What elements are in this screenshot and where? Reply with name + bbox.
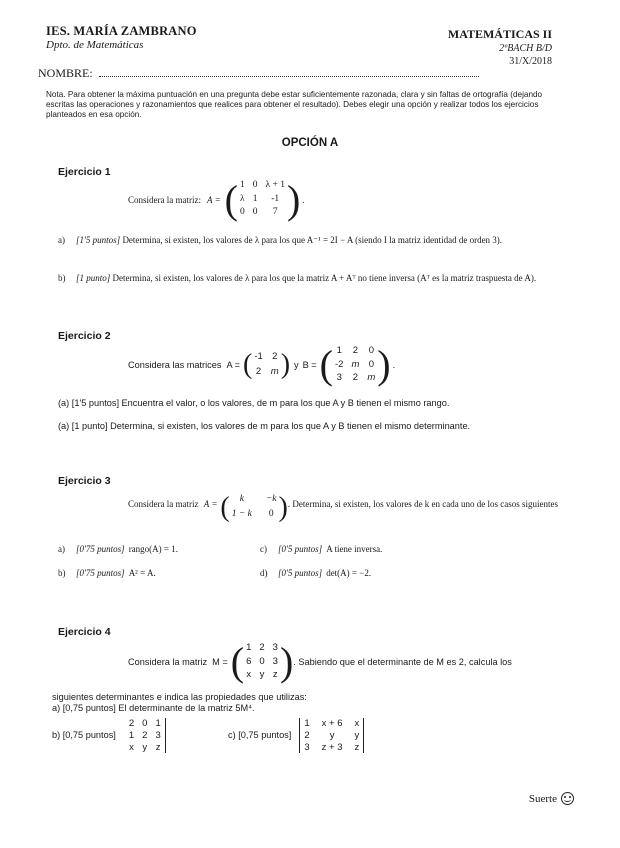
ex3-c-label: c) <box>260 544 267 554</box>
ex3-cell: 0 <box>268 508 274 519</box>
ex3-a-label: a) <box>58 544 65 554</box>
ex2-a-cell: 2 <box>255 365 262 377</box>
ex4-b-cell: 3 <box>155 730 161 741</box>
ex3-intro: Considera la matriz <box>128 499 199 509</box>
ex3-cell: k <box>239 494 244 504</box>
subject-title: MATEMÁTICAS II <box>447 27 552 41</box>
ex4-cell: x <box>246 669 252 681</box>
ex4-intro-after: . Sabiendo que el determinante de M es 2, calcula los <box>293 656 512 667</box>
ex1-intro: Considera la matriz: <box>128 194 201 205</box>
ex3-c-points: [0'5 puntos] <box>278 544 323 554</box>
ex3-item-c <box>260 544 382 555</box>
ex2-b-cell: m <box>351 358 360 370</box>
ex3-item-a <box>58 544 178 555</box>
ex4-b-cell: z <box>155 742 161 753</box>
ex2-a-name: A = <box>226 359 240 370</box>
good-luck <box>529 792 574 805</box>
ex3-cell: −k <box>265 494 277 504</box>
exam-date: 31/X/2018 <box>509 56 552 67</box>
ex1-cell: λ <box>240 193 245 204</box>
ex3-a-text: rango(A) = 1. <box>128 544 178 554</box>
ex4-b-cell: 0 <box>142 718 148 729</box>
ex4-item-a: a) [0,75 puntos] El determinante de la matriz 5M⁴. <box>52 703 255 713</box>
ex4-b-cell: 2 <box>142 730 148 741</box>
ex2-a-cell: 2 <box>272 351 278 362</box>
ex4-c-cell: y <box>329 730 335 741</box>
ex3-b-points: [0'75 puntos] <box>76 568 125 578</box>
ex3-item-b <box>58 568 156 579</box>
ex4-title: Ejercicio 4 <box>58 626 111 638</box>
ex1-matrix: ( 1 0 λ + 1 λ 1 -1 0 0 7 ) <box>224 177 301 222</box>
ex3-d-label: d) <box>260 568 268 578</box>
ex4-c-cell: x <box>354 718 360 729</box>
ex2-matrix-b: ( 1 2 0 -2 m 0 3 2 m ) <box>319 342 391 387</box>
smiley-icon <box>561 792 574 805</box>
ex1-b-label: b) <box>58 273 66 283</box>
ex4-c-cell: z <box>354 742 360 753</box>
ex1-cell: 1 <box>252 193 258 204</box>
ex2-item-b: (a) [1 punto] Determina, si existen, los valores de m para los que A y B tienen el mismo determinante. <box>58 421 471 431</box>
ex3-title: Ejercicio 3 <box>58 475 111 487</box>
ex2-b-name: B = <box>302 359 317 370</box>
ex4-b-cell: 1 <box>155 718 161 729</box>
ex1-b-text: Determina, si existen, los valores de λ para los que la matriz A + Aᵀ no tiene inversa (Aᵀ es la matriz traspuesta de A). <box>112 273 537 283</box>
name-row <box>38 66 479 81</box>
ex4-cell: 3 <box>272 642 278 653</box>
ex4-b-cell: 1 <box>128 730 135 741</box>
ex4-cell: y <box>259 669 265 681</box>
ex3-c-text: A tiene inversa. <box>326 544 383 554</box>
ex4-cell: z <box>272 669 278 681</box>
ex3-intro-after: . Determina, si existen, los valores de k en cada uno de los casos siguientes <box>287 499 559 509</box>
ex4-cell: 1 <box>246 642 252 653</box>
ex3-d-text: det(A) = −2. <box>326 568 372 578</box>
ex4-c-cell: z + 3 <box>321 742 343 753</box>
ex4-item-c <box>228 718 366 753</box>
ex3-a-points: [0'75 puntos] <box>76 544 125 554</box>
name-blank-line <box>99 67 479 77</box>
ex1-item-b <box>58 273 568 284</box>
ex4-b-cell: x <box>129 742 134 753</box>
ex2-item-a: (a) [1'5 puntos] Encuentra el valor, o los valores, de m para los que A y B tienen el mismo rango. <box>58 398 450 408</box>
ex2-conj: y <box>294 359 299 370</box>
ex4-cell: 6 <box>246 655 252 667</box>
ex1-a-label: a) <box>58 235 65 245</box>
ex4-b-label: b) [0,75 puntos] <box>52 730 116 740</box>
ex2-matrix-a: ( -1 2 2 m ) <box>243 349 291 380</box>
ex2-a-cell: -1 <box>254 351 263 362</box>
ex2-b-cell: m <box>367 372 376 384</box>
ex1-cell: 0 <box>252 180 258 190</box>
ex4-matrix-name: M = <box>212 656 228 667</box>
ex4-c-cell: 3 <box>304 742 310 753</box>
ex4-cell: 3 <box>272 655 278 667</box>
ex3-matrix: ( k −k 1 − k 0 ) <box>220 492 288 523</box>
ex4-matrix: ( 1 2 3 6 0 3 x y z ) <box>230 639 294 684</box>
ex2-statement: Considera las matrices A = ( -1 2 2 m ) y B = ( 1 2 0 -2 m 0 3 2 m ) . <box>128 342 396 387</box>
ex4-c-cell: 2 <box>304 730 310 741</box>
option-title: OPCIÓN A <box>281 137 339 149</box>
ex3-d-points: [0'5 puntos] <box>278 568 323 578</box>
department-name: Dpto. de Matemáticas <box>46 39 144 51</box>
ex4-intro: Considera la matriz <box>128 656 208 667</box>
ex1-item-a <box>58 235 568 246</box>
ex1-matrix-name: A = <box>206 194 221 205</box>
ex2-b-cell: 3 <box>336 372 342 384</box>
ex4-c-cell: y <box>354 730 360 741</box>
ex3-cell: 1 − k <box>231 508 252 519</box>
ex1-cell: 0 <box>239 207 245 218</box>
school-name: IES. MARÍA ZAMBRANO <box>46 24 197 38</box>
ex1-cell: 1 <box>239 180 245 190</box>
ex1-cell: 7 <box>272 207 278 218</box>
ex1-title: Ejercicio 1 <box>58 166 111 178</box>
ex2-b-cell: 2 <box>352 372 359 384</box>
ex4-c-label: c) [0,75 puntos] <box>228 730 292 740</box>
good-luck-text: Suerte <box>528 792 557 805</box>
ex3-item-d <box>260 568 371 579</box>
ex4-item-b <box>52 718 168 753</box>
ex4-cell: 2 <box>259 642 265 653</box>
ex4-c-cell: 1 <box>304 718 310 729</box>
ex1-statement: Considera la matriz: A = ( 1 0 λ + 1 λ 1 -1 0 0 7 ) . <box>128 177 305 222</box>
ex1-a-text: Determina, si existen, los valores de λ para los que A⁻¹ = 2I − A (siendo I la matriz identidad de orden 3). <box>122 235 503 245</box>
ex4-cell: 0 <box>259 655 265 667</box>
ex3-b-text: A² = A. <box>128 568 156 578</box>
ex2-a-cell: m <box>270 365 279 377</box>
ex1-cell: 0 <box>252 207 258 218</box>
ex4-c-determinant <box>297 718 366 753</box>
ex4-line2: siguientes determinantes e indica las propiedades que utilizas: <box>52 692 307 702</box>
ex3-b-label: b) <box>58 568 66 578</box>
ex1-cell: -1 <box>271 193 280 204</box>
exam-note: Nota. Para obtener la máxima puntuación en una pregunta debe estar suficientemente razonada, clara y sin faltas de ortografía (dejando escritas las operaciones y razonamientos que realices para obtener el resultado). Debes elegir una opción y realizar todos los ejercicios planteados en esa opción. <box>46 90 543 119</box>
ex2-intro: Considera las matrices <box>128 359 222 370</box>
ex2-b-cell: 0 <box>368 345 374 356</box>
ex2-b-cell: 2 <box>352 345 359 356</box>
ex4-statement <box>128 639 512 684</box>
ex1-a-points: [1'5 puntos] <box>76 235 121 245</box>
ex4-b-cell: 2 <box>128 718 135 729</box>
name-label: NOMBRE: <box>38 66 93 80</box>
ex2-title: Ejercicio 2 <box>58 330 111 342</box>
ex4-b-cell: y <box>142 742 148 753</box>
ex4-b-determinant <box>122 718 168 753</box>
ex3-statement <box>56 494 566 522</box>
ex2-b-cell: 0 <box>368 358 374 370</box>
ex1-matrix-grid <box>238 180 287 220</box>
ex2-b-cell: 1 <box>336 345 342 356</box>
course-label: 2ºBACH B/D <box>499 43 552 54</box>
ex2-b-cell: -2 <box>335 358 344 370</box>
ex3-matrix-name: A = <box>203 499 218 509</box>
ex4-c-cell: x + 6 <box>321 718 343 729</box>
ex1-b-points: [1 punto] <box>76 273 111 283</box>
ex1-cell: λ + 1 <box>265 180 285 190</box>
